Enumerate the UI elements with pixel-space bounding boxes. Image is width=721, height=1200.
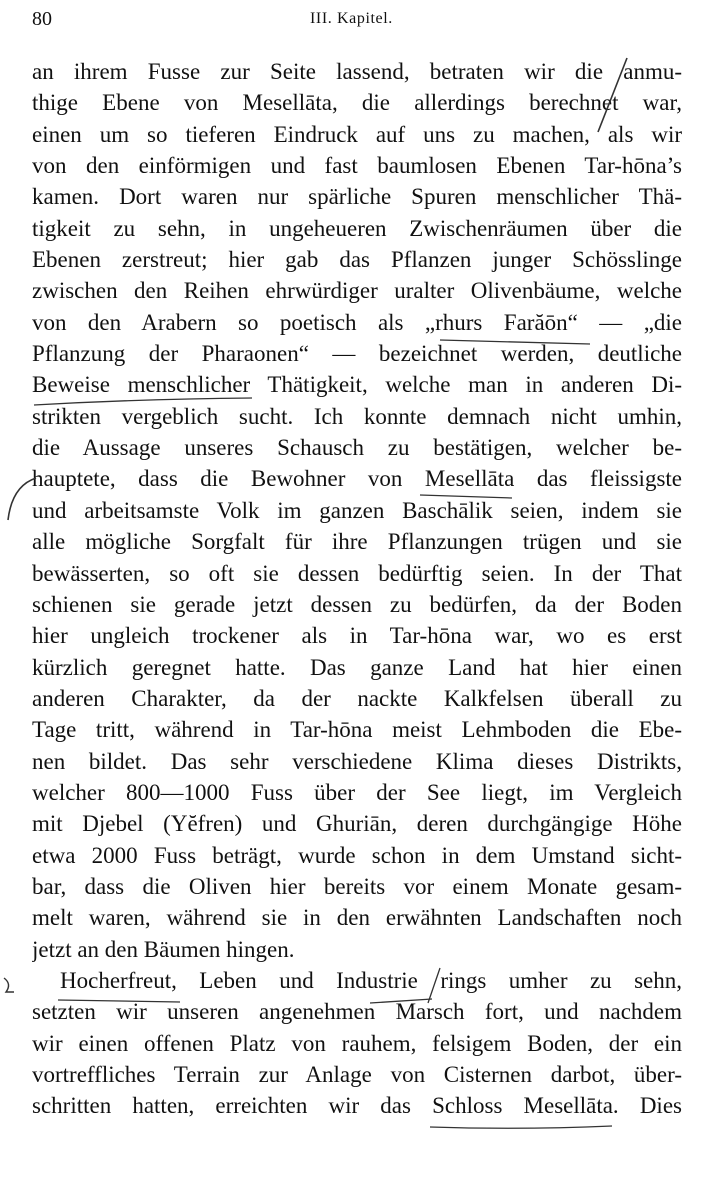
text-line: kamen. Dort waren nur spärliche Spuren menschlicher Thä- [32,184,682,210]
text-line: von den Arabern so poetisch als „rhurs Farăōn“ — „die [32,309,682,335]
pen-margin-mark [4,978,14,992]
text-line: setzten wir unseren angenehmen Marsch fort, und nachdem [32,999,682,1025]
text-line: zwischen den Reihen ehrwürdiger uralter Olivenbäume, welche [32,278,682,304]
text-line: bewässerten, so oft sie dessen bedürftig seien. In der That [32,560,682,586]
text-line: mit Djebel (Yĕfren) und Ghuriān, deren durchgängige Höhe [32,811,682,837]
text-line: strikten vergeblich sucht. Ich konnte demnach nicht umhin, [32,403,682,429]
text-line: schritten hatten, erreichten wir das Schloss Mesellāta. Dies [32,1093,682,1119]
text-line: Pflanzung der Pharaonen“ — bezeichnet werden, deutliche [32,341,682,367]
text-line: und arbeitsamste Volk im ganzen Baschālik seien, indem sie [32,497,682,523]
text-line: thige Ebene von Mesellāta, die allerdings berechnet war, [32,90,682,116]
text-line: kürzlich geregnet hatte. Das ganze Land hat hier einen [32,654,682,680]
text-line: wir einen offenen Platz von rauhem, felsigem Boden, der ein [32,1030,682,1056]
pen-underline-mark [430,1126,612,1128]
text-line: anderen Charakter, da der nackte Kalkfelsen überall zu [32,685,682,711]
text-line: bar, dass die Oliven hier bereits vor einem Monate gesam- [32,873,682,899]
text-line: alle mögliche Sorgfalt für ihre Pflanzungen trügen und sie [32,529,682,555]
text-line: Beweise menschlicher Thätigkeit, welche man in anderen Di- [32,372,682,398]
page-header [32,8,682,38]
text-line: Tage tritt, während in Tar-hōna meist Lehmboden die Ebe- [32,717,682,743]
text-line: vortreffliches Terrain zur Anlage von Cisternen darbot, über- [32,1062,682,1087]
text-line: schienen sie gerade jetzt dessen zu bedürfen, da der Boden [32,591,682,617]
text-line: hier ungleich trockener als in Tar-hōna war, wo es erst [32,623,682,649]
text-line: Ebenen zerstreut; hier gab das Pflanzen junger Schösslinge [32,247,682,273]
text-line: einen um so tieferen Eindruck auf uns zu machen, als wir [32,121,682,147]
page-number: 80 [32,8,52,30]
text-line: jetzt an den Bäumen hingen. [32,936,295,962]
text-line: an ihrem Fusse zur Seite lassend, betraten wir die anmu- [32,59,682,84]
text-line: melt waren, während sie in den erwähnten Landschaften noch [32,905,682,931]
text-line: nen bildet. Das sehr verschiedene Klima dieses Distrikts, [32,748,682,774]
text-line: von den einförmigen und fast baumlosen Ebenen Tar-hōna’s [32,153,682,179]
text-line: hauptete, dass die Bewohner von Mesellāta das fleissigste [32,466,682,492]
text-line: etwa 2000 Fuss beträgt, wurde schon in dem Umstand sicht- [32,842,682,868]
text-line: die Aussage unseres Schausch zu bestätigen, welcher be- [32,435,682,461]
text-line: Hocherfreut, Leben und Industrie rings umher zu sehn, [60,967,682,993]
body-text [32,56,682,1122]
text-line: welcher 800—1000 Fuss über der See liegt, im Vergleich [32,779,682,805]
text-line: tigkeit zu sehn, in ungeheueren Zwischenräumen über die [32,215,682,241]
running-head: III. Kapitel. [310,10,393,27]
